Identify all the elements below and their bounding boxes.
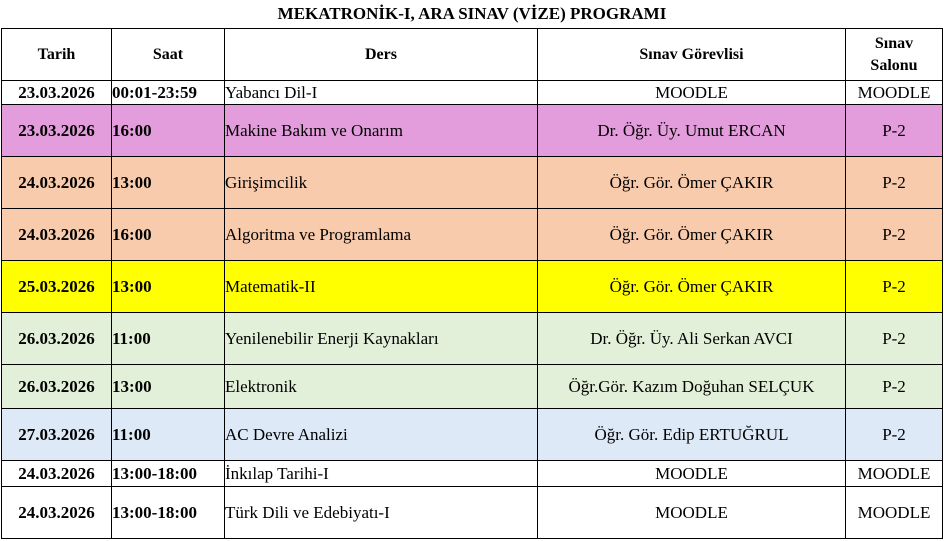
table-header-row: [2, 29, 943, 81]
row-proctor: Öğr. Gör. Ömer ÇAKIR: [538, 157, 846, 209]
row-course: Yenilenebilir Enerji Kaynakları: [225, 313, 538, 365]
row-time: 13:00-18:00: [112, 487, 225, 539]
table-row: [2, 105, 943, 157]
row-proctor: MOODLE: [538, 81, 846, 105]
row-time: 16:00: [112, 105, 225, 157]
row-date: 24.03.2026: [2, 209, 112, 261]
row-room: P-2: [846, 365, 943, 409]
table-row: [2, 209, 943, 261]
row-room: MOODLE: [846, 487, 943, 539]
row-proctor: Dr. Öğr. Üy. Umut ERCAN: [538, 105, 846, 157]
header-room: [846, 29, 943, 81]
row-course: Türk Dili ve Edebiyatı-I: [225, 487, 538, 539]
row-room: P-2: [846, 209, 943, 261]
row-proctor: MOODLE: [538, 487, 846, 539]
row-course: Matematik-II: [225, 261, 538, 313]
table-row: [2, 487, 943, 539]
row-room: P-2: [846, 313, 943, 365]
table-row: [2, 81, 943, 105]
row-proctor: Dr. Öğr. Üy. Ali Serkan AVCI: [538, 313, 846, 365]
row-proctor: Öğr. Gör. Ömer ÇAKIR: [538, 209, 846, 261]
row-date: 24.03.2026: [2, 157, 112, 209]
row-time: 00:01-23:59: [112, 81, 225, 105]
row-room: P-2: [846, 157, 943, 209]
table-row: [2, 157, 943, 209]
table-row: [2, 313, 943, 365]
table-row: [2, 461, 943, 487]
exam-schedule-table: [1, 28, 943, 539]
row-date: 23.03.2026: [2, 81, 112, 105]
row-proctor: Öğr. Gör. Edip ERTUĞRUL: [538, 409, 846, 461]
row-course: İnkılap Tarihi-I: [225, 461, 538, 487]
row-time: 13:00: [112, 261, 225, 313]
header-room-line1: Sınav: [874, 34, 914, 52]
row-room: MOODLE: [846, 461, 943, 487]
row-proctor: Öğr. Gör. Ömer ÇAKIR: [538, 261, 846, 313]
row-time: 11:00: [112, 409, 225, 461]
row-proctor: MOODLE: [538, 461, 846, 487]
header-course: Ders: [225, 29, 538, 81]
header-time: Saat: [112, 29, 225, 81]
row-date: 24.03.2026: [2, 461, 112, 487]
row-time: 13:00: [112, 157, 225, 209]
row-room: P-2: [846, 261, 943, 313]
row-date: 23.03.2026: [2, 105, 112, 157]
row-course: Yabancı Dil-I: [225, 81, 538, 105]
row-course: Girişimcilik: [225, 157, 538, 209]
table-row: [2, 261, 943, 313]
row-date: 26.03.2026: [2, 313, 112, 365]
row-course: Elektronik: [225, 365, 538, 409]
row-room: MOODLE: [846, 81, 943, 105]
row-time: 13:00: [112, 365, 225, 409]
row-date: 24.03.2026: [2, 487, 112, 539]
row-proctor: Öğr.Gör. Kazım Doğuhan SELÇUK: [538, 365, 846, 409]
header-proctor: Sınav Görevlisi: [538, 29, 846, 81]
header-room-line2: Salonu: [870, 56, 918, 74]
row-room: P-2: [846, 409, 943, 461]
row-room: P-2: [846, 105, 943, 157]
row-time: 11:00: [112, 313, 225, 365]
row-course: AC Devre Analizi: [225, 409, 538, 461]
row-course: Makine Bakım ve Onarım: [225, 105, 538, 157]
table-row: [2, 409, 943, 461]
row-date: 26.03.2026: [2, 365, 112, 409]
row-date: 25.03.2026: [2, 261, 112, 313]
row-course: Algoritma ve Programlama: [225, 209, 538, 261]
schedule-title: MEKATRONİK-I, ARA SINAV (VİZE) PROGRAMI: [277, 4, 667, 23]
row-time: 13:00-18:00: [112, 461, 225, 487]
row-time: 16:00: [112, 209, 225, 261]
row-date: 27.03.2026: [2, 409, 112, 461]
header-date: Tarih: [2, 29, 112, 81]
table-row: [2, 365, 943, 409]
